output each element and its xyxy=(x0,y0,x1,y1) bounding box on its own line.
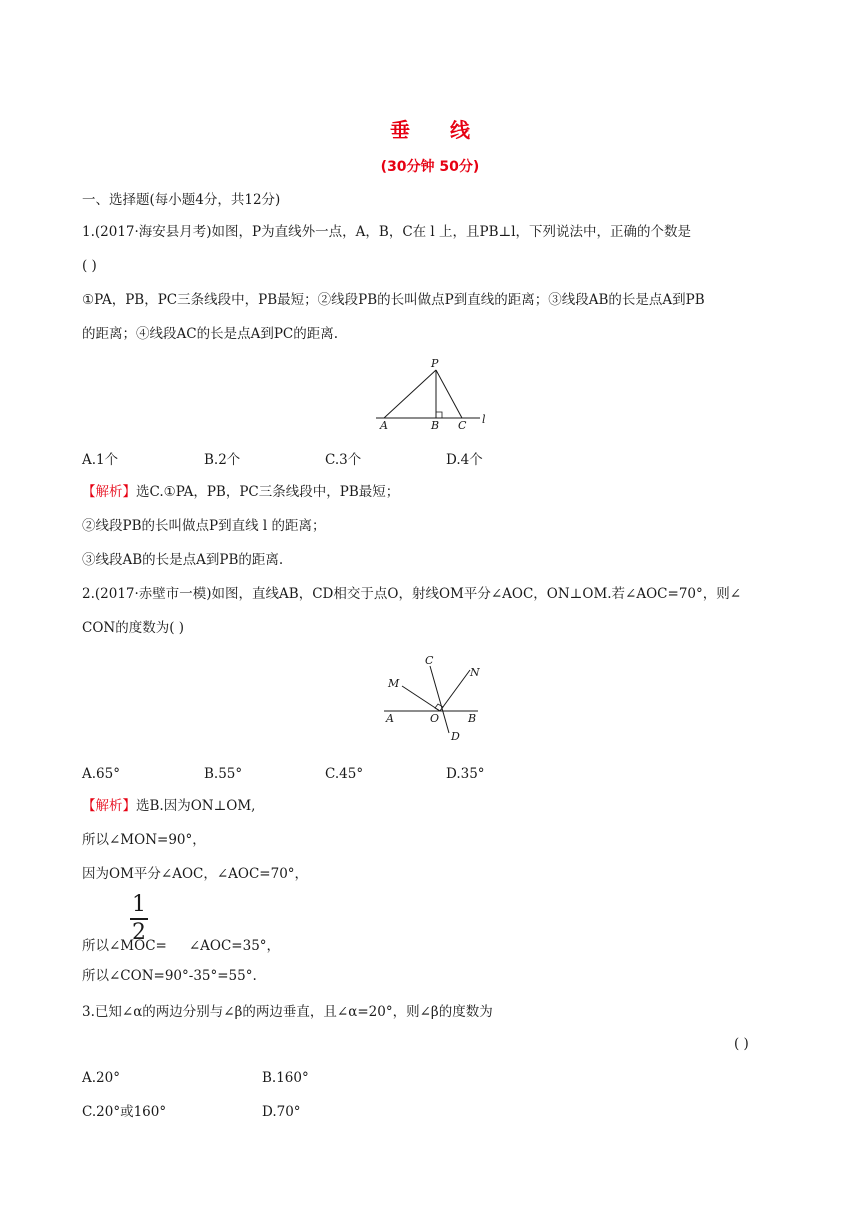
q1-answer-paren: ( ) xyxy=(82,258,97,274)
q2-label-a: A xyxy=(386,712,394,725)
q1-analysis-line2: ②线段PB的长叫做点P到直线 l 的距离； xyxy=(82,518,326,534)
q1-option-c: C.3个 xyxy=(325,452,362,468)
q1-analysis-tag: 【解析】 xyxy=(82,484,136,500)
q2-option-a: A.65° xyxy=(82,766,120,782)
q1-label-b: B xyxy=(431,419,440,432)
title-char-2: 线 xyxy=(450,118,470,142)
fraction-numerator: 1 xyxy=(132,892,146,917)
q2-label-o: O xyxy=(430,712,440,725)
q2-analysis-text: 选B.因为ON⊥OM, xyxy=(136,798,256,814)
q3-stem-line1: 3.已知∠α的两边分别与∠β的两边垂直，且∠α=20°，则∠β的度数为 xyxy=(82,1004,493,1020)
q1-analysis-line3: ③线段AB的长是点A到PB的距离. xyxy=(82,552,284,568)
q3-answer-paren: ( ) xyxy=(734,1036,749,1052)
q2-analysis-line4-right: ∠AOC=35°， xyxy=(188,938,281,954)
q2-label-d: D xyxy=(451,730,460,743)
q1-stem-line4: 的距离；④线段AC的长是点A到PC的距离. xyxy=(82,326,339,342)
q1-label-a: A xyxy=(380,419,388,432)
q2-option-d: D.35° xyxy=(446,766,485,782)
q1-label-l: l xyxy=(482,413,486,426)
q2-option-b: B.55° xyxy=(204,766,243,782)
q2-label-n: N xyxy=(470,666,480,679)
q2-analysis-line4 xyxy=(82,936,280,956)
q2-label-m: M xyxy=(388,677,400,690)
q1-option-a: A.1个 xyxy=(82,452,119,468)
q2-label-b: B xyxy=(468,712,477,725)
q2-option-c: C.45° xyxy=(325,766,364,782)
q3-option-c: C.20°或160° xyxy=(82,1104,167,1120)
q2-figure xyxy=(380,652,490,744)
q1-label-c: C xyxy=(458,419,467,432)
q2-label-c: C xyxy=(425,654,434,667)
q1-option-b: B.2个 xyxy=(204,452,241,468)
title-char-1: 垂 xyxy=(390,118,410,142)
page-title xyxy=(0,114,860,143)
section-heading: 一、选择题(每小题4分，共12分) xyxy=(82,192,281,208)
q1-analysis-text: 选C.①PA，PB，PC三条线段中，PB最短； xyxy=(136,484,400,500)
q1-option-d: D.4个 xyxy=(446,452,483,468)
q2-stem-line1: 2.(2017·赤壁市一模)如图，直线AB，CD相交于点O，射线OM平分∠AOC，ON⊥OM.若∠AOC=70°，则∠ xyxy=(82,586,742,602)
q2-analysis-line4-left: 所以∠MOC= xyxy=(82,938,167,954)
q2-analysis-line2: 所以∠MON=90°， xyxy=(82,832,206,848)
q3-option-d: D.70° xyxy=(262,1104,301,1120)
q3-option-b: B.160° xyxy=(262,1070,309,1086)
q2-analysis-line5: 所以∠CON=90°-35°=55°. xyxy=(82,968,257,984)
q1-label-p: P xyxy=(431,357,439,370)
q2-analysis-line3: 因为OM平分∠AOC，∠AOC=70°， xyxy=(82,866,309,882)
q1-analysis-line1 xyxy=(82,482,399,502)
q1-figure xyxy=(370,356,500,432)
page-subtitle: (30分钟 50分) xyxy=(380,159,480,175)
q1-stem-line1: 1.(2017·海安县月考)如图，P为直线外一点，A，B，C在 l 上，且PB⊥l，下列说法中，正确的个数是 xyxy=(82,224,692,240)
fraction-denominator: 2 xyxy=(132,920,146,945)
q2-analysis-line1 xyxy=(82,796,255,816)
q3-option-a: A.20° xyxy=(82,1070,120,1086)
q2-stem-line2: CON的度数为( ) xyxy=(82,620,185,636)
q1-stem-line3: ①PA，PB，PC三条线段中，PB最短；②线段PB的长叫做点P到直线的距离；③线段AB的长是点A到PB xyxy=(82,292,705,308)
q2-analysis-tag: 【解析】 xyxy=(82,798,136,814)
